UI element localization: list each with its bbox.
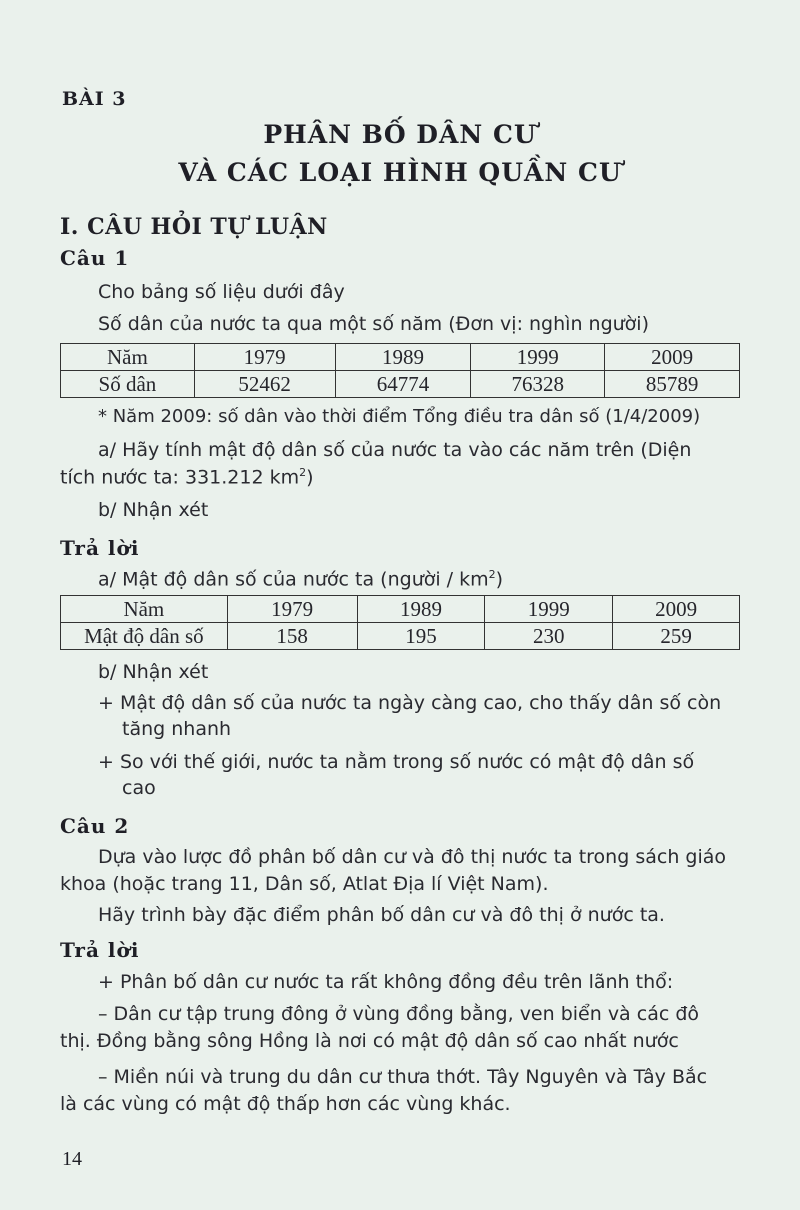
question-1-part-a: a/ Hãy tính mật độ dân số của nước ta vào các năm trên (Diện [98, 439, 692, 461]
question-2-task: Hãy trình bày đặc điểm phân bố dân cư và đô thị ở nước ta. [98, 904, 665, 926]
table-cell: Năm [61, 596, 228, 623]
question-2-text: Dựa vào lược đồ phân bố dân cư và đô thị nước ta trong sách giáo [98, 846, 727, 868]
table-cell: Số dân [61, 371, 195, 398]
table-cell: 259 [613, 623, 740, 650]
density-table [60, 595, 740, 650]
table-cell: 158 [227, 623, 357, 650]
question-1-part-b: b/ Nhận xét [98, 499, 209, 521]
table-cell: 76328 [471, 371, 605, 398]
answer-a: a/ Mật độ dân số của nước ta (người / $km^2$) [98, 568, 504, 591]
table-cell: 230 [485, 623, 613, 650]
answer-2-line-4: – Miền núi và trung du dân cư thưa thớt. Tây Nguyên và Tây Bắc [98, 1066, 708, 1088]
bullet-2: + So với thế giới, nước ta nằm trong số nước có mật độ dân số [98, 751, 695, 773]
answer-2-line-3: thị. Đồng bằng sông Hồng là nơi có mật độ dân số cao nhất nước [60, 1030, 679, 1052]
page-number: 14 [62, 1148, 82, 1170]
table-cell: 85789 [605, 371, 740, 398]
question-1-answer-heading: Trả lời [60, 536, 140, 560]
question-2-answer-heading: Trả lời [60, 938, 140, 962]
question-1-note: * Năm 2009: số dân vào thời điểm Tổng điều tra dân số (1/4/2009) [98, 406, 701, 427]
section-heading: I. CÂU HỎI TỰ LUẬN [60, 214, 328, 240]
table-cell: Mật độ dân số [61, 623, 228, 650]
table-row [61, 596, 740, 623]
table-cell: 2009 [605, 344, 740, 371]
answer-b: b/ Nhận xét [98, 661, 209, 683]
table-cell: 64774 [335, 371, 471, 398]
answer-2-line-1: + Phân bố dân cư nước ta rất không đồng đều trên lãnh thổ: [98, 971, 674, 993]
table-cell: 1979 [194, 344, 335, 371]
table-cell: Năm [61, 344, 195, 371]
question-1-heading: Câu 1 [60, 246, 130, 270]
lesson-label: BÀI 3 [62, 88, 127, 110]
question-2-text-cont: khoa (hoặc trang 11, Dân số, Atlat Địa lí Việt Nam). [60, 873, 549, 895]
page-title-line2: VÀ CÁC LOẠI HÌNH QUẦN CƯ [178, 158, 622, 187]
table-cell: 195 [357, 623, 485, 650]
question-1-part-a-cont: tích nước ta: 331.212 $km^2$) [60, 466, 314, 489]
table-cell: 52462 [194, 371, 335, 398]
table-row [61, 623, 740, 650]
table-row [61, 371, 740, 398]
table-cell: 1989 [335, 344, 471, 371]
question-1-intro: Cho bảng số liệu dưới đây [98, 281, 345, 303]
table-cell: 1999 [471, 344, 605, 371]
page-title-line1: PHÂN BỐ DÂN CƯ [263, 120, 537, 149]
question-2-heading: Câu 2 [60, 814, 130, 838]
table-row [61, 344, 740, 371]
population-table [60, 343, 740, 398]
bullet-2-cont: cao [122, 777, 156, 799]
table-cell: 1999 [485, 596, 613, 623]
table-cell: 1989 [357, 596, 485, 623]
question-1-table-caption: Số dân của nước ta qua một số năm (Đơn vị: nghìn người) [98, 313, 649, 335]
table-cell: 2009 [613, 596, 740, 623]
bullet-1: + Mật độ dân số của nước ta ngày càng cao, cho thấy dân số còn [98, 692, 722, 714]
answer-2-line-5: là các vùng có mật độ thấp hơn các vùng khác. [60, 1093, 511, 1115]
bullet-1-cont: tăng nhanh [122, 718, 232, 740]
answer-2-line-2: – Dân cư tập trung đông ở vùng đồng bằng, ven biển và các đô [98, 1003, 700, 1025]
table-cell: 1979 [227, 596, 357, 623]
